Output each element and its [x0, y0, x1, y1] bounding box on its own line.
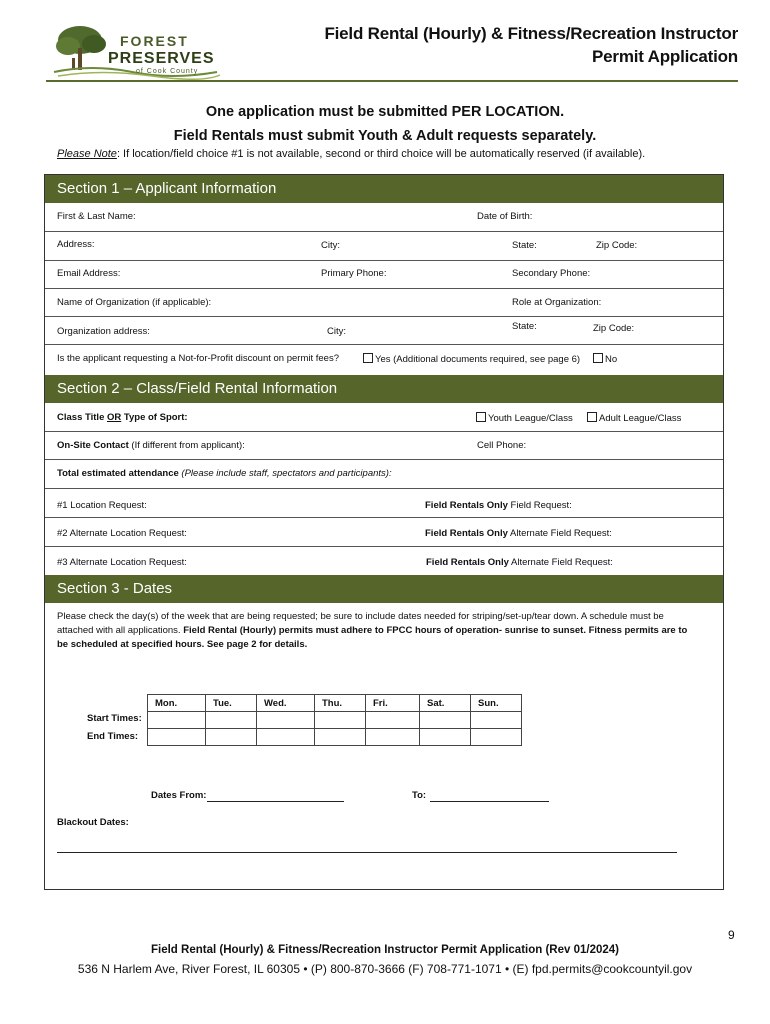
- day-wed: Wed.: [257, 695, 315, 712]
- onsite-contact-field[interactable]: [57, 440, 245, 451]
- attendance-field[interactable]: [57, 468, 392, 479]
- footer-contact: 536 N Harlem Ave, River Forest, IL 60305 • (P) 800-870-3666 (F) 708-771-1071 • (E) fpd.permits@cookcountyil.gov: [77, 962, 693, 976]
- organization-name-field[interactable]: Name of Organization (if applicable):: [57, 297, 212, 308]
- day-sat: Sat.: [420, 695, 471, 712]
- start-time-cell[interactable]: [206, 712, 257, 729]
- field-request-2[interactable]: [425, 528, 612, 539]
- start-time-cell[interactable]: [148, 712, 206, 729]
- row-contact: [45, 261, 723, 289]
- field-request-2-bold: Field Rentals Only: [425, 528, 508, 539]
- row-location-2: [45, 518, 723, 547]
- day-sun: Sun.: [471, 695, 522, 712]
- section-1-header: Section 1 – Applicant Information: [45, 175, 723, 203]
- organization-address-field[interactable]: Organization address:: [57, 326, 150, 337]
- end-time-cell[interactable]: [471, 729, 522, 746]
- field-request-3-rest: Alternate Field Request:: [508, 557, 613, 568]
- weekday-header-row: [148, 695, 522, 712]
- day-thu: Thu.: [315, 695, 366, 712]
- row-organization: [45, 289, 723, 317]
- page-title-line-2: Permit Application: [592, 47, 738, 66]
- row-address: [45, 232, 723, 261]
- cell-phone-field[interactable]: Cell Phone:: [477, 440, 527, 451]
- field-request-3-bold: Field Rentals Only: [426, 557, 509, 568]
- end-time-cell[interactable]: [257, 729, 315, 746]
- dates-instructions: [57, 610, 697, 652]
- start-time-cell[interactable]: [366, 712, 420, 729]
- page-title-line-1: Field Rental (Hourly) & Fitness/Recreation Instructor: [324, 24, 738, 43]
- city-field[interactable]: City:: [321, 240, 340, 251]
- end-time-cell[interactable]: [206, 729, 257, 746]
- section-3-header: Section 3 - Dates: [45, 575, 723, 603]
- onsite-contact-rest: (If different from applicant):: [128, 440, 245, 451]
- zip-code-field[interactable]: Zip Code:: [596, 240, 638, 251]
- end-times-row: [148, 729, 522, 746]
- logo-word-forest: FOREST: [120, 33, 189, 49]
- dates-from-input[interactable]: [207, 789, 344, 802]
- class-title-a: Class Title: [57, 412, 107, 423]
- organization-zip-field[interactable]: Zip Code:: [593, 323, 635, 334]
- section-2-header: Section 2 – Class/Field Rental Information: [45, 375, 723, 403]
- row-location-3: [45, 547, 723, 575]
- email-field[interactable]: Email Address:: [57, 268, 121, 279]
- end-time-cell[interactable]: [315, 729, 366, 746]
- location-2-field[interactable]: #2 Alternate Location Request:: [57, 528, 187, 539]
- organization-state-field[interactable]: State:: [512, 321, 537, 332]
- row-onsite-contact: [45, 432, 723, 460]
- location-3-field[interactable]: #3 Alternate Location Request:: [57, 557, 187, 568]
- start-time-cell[interactable]: [420, 712, 471, 729]
- end-time-cell[interactable]: [420, 729, 471, 746]
- row-organization-address: [45, 317, 723, 345]
- field-request-1[interactable]: [425, 500, 572, 511]
- nfp-yes-checkbox[interactable]: [363, 353, 373, 363]
- header-rule: [46, 80, 738, 82]
- row-location-1: [45, 489, 723, 518]
- first-last-name-field[interactable]: First & Last Name:: [57, 211, 136, 222]
- field-request-1-bold: Field Rentals Only: [425, 500, 508, 511]
- nfp-no-label: No: [605, 354, 618, 365]
- dates-to-input[interactable]: [430, 789, 549, 802]
- end-time-cell[interactable]: [148, 729, 206, 746]
- footer-title: Field Rental (Hourly) & Fitness/Recreation Instructor Permit Application (Rev 01/2024): [151, 944, 619, 956]
- organization-city-field[interactable]: City:: [327, 326, 346, 337]
- day-fri: Fri.: [366, 695, 420, 712]
- please-note-label: Please Note: [57, 148, 117, 160]
- please-note: [57, 148, 645, 160]
- adult-league-option[interactable]: [587, 412, 681, 424]
- dates-instructions-plain: Please check the day(s) of the week that are being requested; be sure to include dates needed for striping/set-up/tear down. A schedule must be attached with all applications.: [57, 611, 664, 636]
- primary-phone-field[interactable]: Primary Phone:: [321, 268, 387, 279]
- row-class-title: [45, 403, 723, 432]
- nfp-no-checkbox[interactable]: [593, 353, 603, 363]
- onsite-contact-bold: On-Site Contact: [57, 440, 129, 451]
- page-number: 9: [728, 928, 735, 942]
- nfp-no-option[interactable]: [593, 353, 617, 365]
- youth-league-label: Youth League/Class: [488, 413, 573, 424]
- end-times-label: End Times:: [87, 731, 139, 742]
- role-field[interactable]: Role at Organization:: [512, 297, 602, 308]
- blackout-dates-input[interactable]: [57, 840, 677, 853]
- forest-preserves-logo: [52, 18, 222, 80]
- dates-instructions-bold: Field Rental (Hourly) permits must adhere to FPCC hours of operation- sunrise to sunset. Fitness permits are to be scheduled at specified hours. See page 2 for details.: [57, 625, 688, 650]
- row-name-dob: [45, 203, 723, 232]
- row-nfp: [45, 345, 723, 374]
- nfp-yes-label: Yes (Additional documents required, see page 6): [375, 354, 581, 365]
- field-request-2-rest: Alternate Field Request:: [507, 528, 612, 539]
- attendance-bold: Total estimated attendance: [57, 468, 179, 479]
- weekday-times-table: [147, 694, 522, 746]
- youth-league-option[interactable]: [476, 412, 573, 424]
- secondary-phone-field[interactable]: Secondary Phone:: [512, 268, 591, 279]
- start-time-cell[interactable]: [315, 712, 366, 729]
- nfp-question: Is the applicant requesting a Not-for-Profit discount on permit fees?: [57, 353, 339, 364]
- date-of-birth-field[interactable]: Date of Birth:: [477, 211, 533, 222]
- adult-league-checkbox[interactable]: [587, 412, 597, 422]
- dates-to-label: To:: [412, 790, 427, 801]
- state-field[interactable]: State:: [512, 240, 537, 251]
- start-times-label: Start Times:: [87, 713, 142, 724]
- start-time-cell[interactable]: [257, 712, 315, 729]
- intro-line-1: One application must be submitted PER LOCATION.: [205, 104, 565, 120]
- location-1-field[interactable]: #1 Location Request:: [57, 500, 147, 511]
- day-tue: Tue.: [206, 695, 257, 712]
- blackout-dates-label: Blackout Dates:: [57, 817, 129, 828]
- nfp-yes-option[interactable]: [363, 353, 580, 365]
- end-time-cell[interactable]: [366, 729, 420, 746]
- start-times-row: [148, 712, 522, 729]
- row-attendance: [45, 460, 723, 489]
- logo-word-county: of Cook County: [136, 68, 199, 75]
- logo-word-preserves: PRESERVES: [108, 50, 215, 67]
- address-field[interactable]: Address:: [57, 239, 95, 250]
- youth-league-checkbox[interactable]: [476, 412, 486, 422]
- class-title-or: OR: [107, 412, 122, 423]
- attendance-rest: (Please include staff, spectators and participants):: [178, 468, 392, 479]
- intro-line-2: Field Rentals must submit Youth & Adult requests separately.: [173, 128, 597, 144]
- please-note-text: : If location/field choice #1 is not available, second or third choice will be automatically reserved (if available).: [116, 148, 646, 160]
- start-time-cell[interactable]: [471, 712, 522, 729]
- field-request-1-rest: Field Request:: [507, 500, 572, 511]
- adult-league-label: Adult League/Class: [599, 413, 682, 424]
- dates-from-label: Dates From:: [151, 790, 207, 801]
- class-title-field[interactable]: [57, 412, 188, 423]
- day-mon: Mon.: [148, 695, 206, 712]
- class-title-b: Type of Sport:: [121, 412, 188, 423]
- field-request-3[interactable]: [426, 557, 613, 568]
